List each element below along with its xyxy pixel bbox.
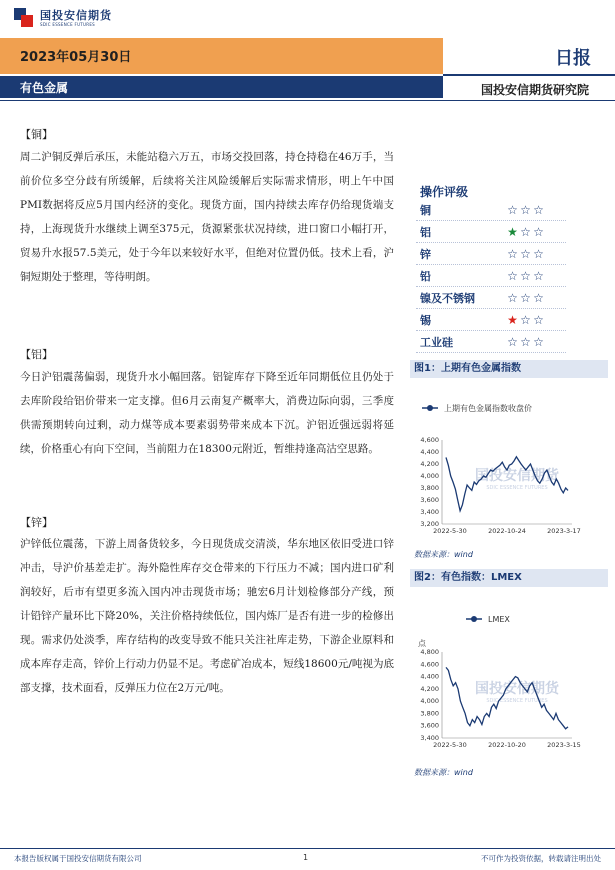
rating-stars [506,204,545,216]
star-empty-icon: ☆ [520,334,531,349]
star-empty-icon: ☆ [520,268,531,283]
company-logo [14,8,112,28]
y-tick-label: 3,200 [420,520,439,528]
rating-metal-name: 锌 [420,247,431,261]
chart-watermark-en: SDIC ESSENCE FUTURES [486,698,548,704]
rating-metal-name: 镍及不锈钢 [420,291,475,305]
rating-metal-name: 锡 [420,313,431,327]
x-tick-label: 2022-5-30 [433,527,467,535]
y-tick-label: 4,000 [420,472,439,480]
figure1-header [410,360,608,378]
section-body-zinc [20,532,394,700]
rating-metal-name: 铜 [420,203,431,217]
star-empty-icon: ☆ [520,290,531,305]
star-empty-icon: ☆ [533,334,544,349]
star-empty-icon: ☆ [507,202,518,217]
legend-label: LMEX [488,615,510,624]
logo-name-en: SDIC ESSENCE FUTURES [40,21,96,27]
star-empty-icon: ☆ [520,312,531,327]
y-tick-label: 4,800 [420,648,439,656]
star-empty-icon: ☆ [507,246,518,261]
rating-stars [506,336,545,348]
star-empty-icon: ☆ [533,224,544,239]
x-tick-label: 2022-10-20 [488,741,526,749]
y-tick-label: 4,200 [420,460,439,468]
star-empty-icon: ☆ [533,202,544,217]
figure2-header [410,569,608,587]
y-tick-label: 4,000 [420,697,439,706]
rating-stars [506,292,545,304]
y-tick-label: 3,800 [420,484,439,492]
star-filled-icon: ★ [507,312,518,327]
footer-copyright: 本报告版权属于国投安信期货有限公司 [14,854,142,863]
legend-label: 上期有色金属指数收盘价 [444,404,532,413]
page-number: 1 [303,853,309,862]
star-empty-icon: ☆ [507,290,518,305]
section-body-aluminum [20,365,394,461]
star-filled-icon: ★ [507,224,518,239]
chart-watermark: 国投安信期货 [475,681,559,697]
figure1-title: 图1：上期有色金属指数 [414,363,521,374]
x-tick-label: 2022-5-30 [433,741,467,749]
report-type: 日报 [555,48,591,69]
paragraph: 今日沪铝震荡偏弱，现货升水小幅回落。铝锭库存下降至近年同期低位且仍处于去库阶段给铝价带来一定支撑。但6月云南复产概率大，消费边际向弱，三季度供需预期转向过剩，动力煤等成本要素弱势带来成本下沉。沪铝近强远弱将延续，价格重心有向下空间，当前阻力在18300元附近，暂维持逢高沽空思路。 [20,371,394,455]
y-tick-label: 3,600 [420,496,439,504]
logo-name-cn: 国投安信期货 [40,8,112,22]
footer-disclaimer: 不可作为投资依据，转载请注明出处 [481,854,601,863]
star-empty-icon: ☆ [533,290,544,305]
rating-row [416,309,566,331]
rating-stars [506,248,545,260]
star-empty-icon: ☆ [507,334,518,349]
header-rule [0,100,615,101]
figure1-chart [406,390,606,545]
section-body-copper [20,145,394,289]
paragraph: 沪锌低位震荡，下游上周备货较多，今日现货成交清淡，华东地区依旧受进口锌冲击，导沪价基差走扩。海外隐性库存交仓带来的下行压力不减；国内进口矿利润较好，后市有望更多流入国内冲击现货市场；驰宏6月计划检修部分产线，预计铅锌产量环比下降20%，关注价格持续低位，国内炼厂是否有进一步的检修出现。需求仍处淡季，库存结构的改变导致不能只关注社库走势，下游企业原料和成本库存走高，锌价上行动力仍显不足。考虑矿冶成本，短线18600元/吨视为底部支撑，技术面看，反弹压力位在2万元/吨。 [20,538,394,694]
chart-watermark-en: SDIC ESSENCE FUTURES [486,485,548,491]
rating-row [416,221,566,243]
rating-metal-name: 工业硅 [420,335,453,349]
y-tick-label: 4,400 [420,672,439,681]
y-axis-unit: 点 [418,639,426,648]
rating-row [416,199,566,221]
star-empty-icon: ☆ [507,268,518,283]
legend-marker [427,405,433,411]
paragraph: 周二沪铜反弹后承压，未能站稳六万五，市场交投回落，持仓持稳在46万手，当前价位多空分歧有所缓解，后续将关注风险缓解后实际需求情形，明上午中国PMI数据将反应5月国内经济的变化。现货方面，国内持续去库存仍给现货端支持，上海现货升水继续上调至375元，货源紧张状况持续，进口窗口小幅打开，贸易升水报57.5美元，处于今年以来较好水平，但绝对位置仍低。技术上看，沪铜短期处于整理，等待明朗。 [20,151,394,283]
section-title-copper: 【铜】 [20,128,53,141]
y-tick-label: 3,400 [420,734,439,742]
report-date: 2023年05月30日 [20,50,132,65]
y-tick-label: 3,400 [420,508,439,516]
legend-marker [471,616,477,622]
star-empty-icon: ☆ [520,202,531,217]
chart-watermark: 国投安信期货 [475,468,559,484]
figure2-chart [406,597,606,762]
star-empty-icon: ☆ [533,246,544,261]
x-tick-label: 2022-10-24 [488,527,526,535]
institute-name: 国投安信期货研究院 [480,83,589,97]
y-tick-label: 4,600 [420,660,439,669]
y-tick-label: 4,200 [420,684,439,693]
rating-stars [506,270,545,282]
ratings-table [416,199,566,353]
rating-stars [506,314,545,326]
star-empty-icon: ☆ [533,268,544,283]
y-tick-label: 3,800 [420,709,439,718]
rating-row [416,243,566,265]
rating-row [416,287,566,309]
figure1-source: 数据来源：wind [414,550,473,559]
y-tick-label: 3,600 [420,721,439,730]
footer-rule [0,848,615,849]
rating-metal-name: 铅 [420,269,431,283]
rating-stars [506,226,545,238]
rating-row [416,265,566,287]
x-tick-label: 2023-3-15 [547,741,581,749]
y-tick-label: 4,600 [420,436,439,444]
section-title-aluminum: 【铝】 [20,348,53,361]
figure2-source: 数据来源：wind [414,768,473,777]
rating-metal-name: 铝 [420,225,431,239]
logo-mark-icon [14,8,34,28]
star-empty-icon: ☆ [520,224,531,239]
x-tick-label: 2023-3-17 [547,527,581,535]
sector-name: 有色金属 [20,81,69,95]
star-empty-icon: ☆ [533,312,544,327]
star-empty-icon: ☆ [520,246,531,261]
figure2-title: 图2：有色指数：LMEX [414,572,522,583]
section-title-zinc: 【锌】 [20,516,53,529]
rating-row [416,331,566,353]
header-divider [443,74,615,76]
y-tick-label: 4,400 [420,448,439,456]
ratings-title: 操作评级 [420,185,469,199]
